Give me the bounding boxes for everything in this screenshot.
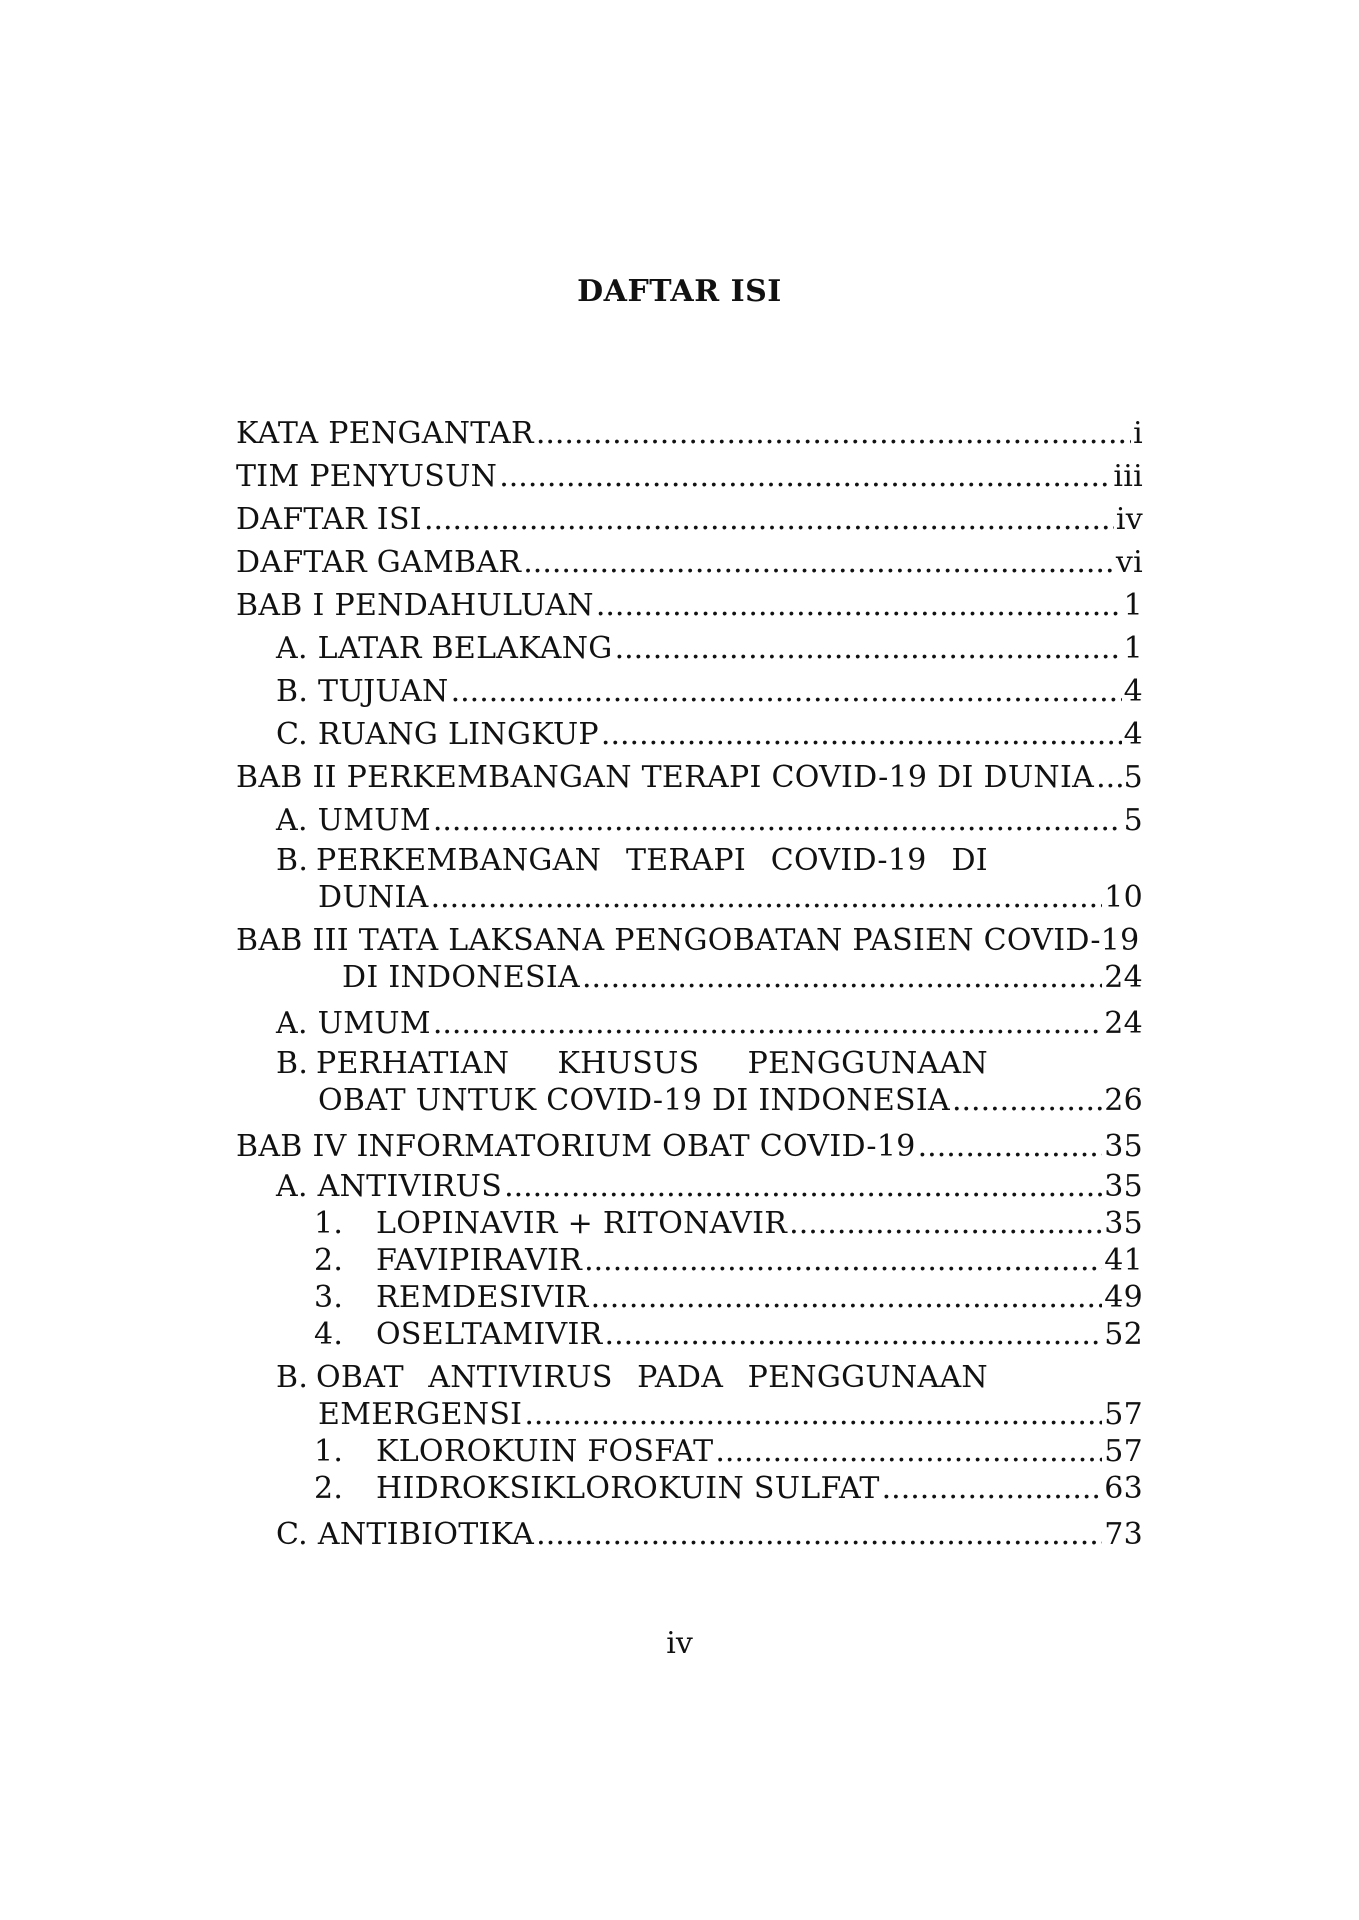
toc-label: BAB II PERKEMBANGAN TERAPI COVID-19 DI DUNIA <box>236 760 1095 795</box>
toc-label: KLOROKUIN FOSFAT <box>376 1434 714 1469</box>
leader-dots <box>789 1205 1102 1242</box>
toc-word: PADA <box>637 1360 724 1395</box>
toc-label: A. ANTIVIRUS <box>276 1169 503 1204</box>
toc-label: HIDROKSIKLOROKUIN SULFAT <box>376 1471 880 1506</box>
toc-entry-bab-2[interactable] <box>236 756 1143 799</box>
leader-dots <box>524 1396 1102 1433</box>
toc-page: 5 <box>1123 760 1143 795</box>
toc-label: BAB III TATA LAKSANA PENGOBATAN PASIEN COVID-19 <box>236 923 1140 958</box>
page-number: iv <box>666 1626 693 1661</box>
toc-entry-bab-4[interactable] <box>236 1125 1143 1168</box>
toc-entry-favipiravir[interactable] <box>236 1242 1143 1279</box>
toc-entry-umum-2[interactable] <box>236 1002 1143 1045</box>
leader-dots <box>1096 756 1122 799</box>
toc-page: iii <box>1113 459 1143 494</box>
toc-number: 1. <box>314 1434 344 1469</box>
toc-entry-hidroksiklorokuin-sulfat[interactable] <box>236 1470 1143 1507</box>
toc-entry-antibiotika[interactable] <box>236 1513 1143 1556</box>
toc-page: 35 <box>1104 1206 1143 1241</box>
toc-label: A. LATAR BELAKANG <box>276 631 613 666</box>
toc-prefix: B. <box>276 1046 309 1081</box>
toc-page: 5 <box>1123 803 1143 838</box>
toc-page: 49 <box>1104 1280 1143 1315</box>
toc-page: 35 <box>1104 1169 1143 1204</box>
toc-page: 10 <box>1104 880 1143 915</box>
toc-page: 1 <box>1123 631 1143 666</box>
toc-entry-ruang-lingkup[interactable] <box>236 713 1143 756</box>
toc-label: C. RUANG LINGKUP <box>276 717 599 752</box>
table-of-contents <box>236 412 1143 1556</box>
leader-dots <box>952 1082 1102 1119</box>
toc-page: 52 <box>1104 1317 1143 1352</box>
leader-dots <box>918 1125 1103 1168</box>
toc-label: OSELTAMIVIR <box>376 1317 603 1352</box>
toc-entry-bab-1[interactable] <box>236 584 1143 627</box>
toc-page: 26 <box>1104 1083 1143 1118</box>
toc-word: PERHATIAN <box>316 1046 510 1081</box>
page-title: DAFTAR ISI <box>577 274 782 309</box>
leader-dots <box>536 1513 1102 1556</box>
toc-entry-latar-belakang[interactable] <box>236 627 1143 670</box>
toc-page: vi <box>1115 545 1143 580</box>
toc-entry-oseltamivir[interactable] <box>236 1316 1143 1353</box>
toc-entry-perkembangan-terapi-cont[interactable] <box>236 879 1143 916</box>
toc-entry-antivirus[interactable] <box>236 1168 1143 1205</box>
toc-entry-bab-3[interactable] <box>236 922 1143 959</box>
toc-page: 4 <box>1123 717 1143 752</box>
toc-number: 3. <box>314 1280 344 1315</box>
toc-entry-perkembangan-terapi[interactable] <box>236 842 1143 879</box>
toc-entry-perhatian-khusus-cont[interactable] <box>236 1082 1143 1119</box>
toc-label: REMDESIVIR <box>376 1280 589 1315</box>
leader-dots <box>601 713 1122 756</box>
toc-label-line1 <box>316 1045 988 1082</box>
leader-dots <box>499 455 1111 498</box>
toc-entry-bab-3-cont[interactable] <box>236 959 1143 996</box>
leader-dots <box>882 1470 1103 1507</box>
toc-label: FAVIPIRAVIR <box>376 1243 583 1278</box>
toc-page: 57 <box>1104 1434 1143 1469</box>
leader-dots <box>451 670 1122 713</box>
toc-number: 4. <box>314 1317 344 1352</box>
toc-page: 63 <box>1104 1471 1143 1506</box>
toc-label: B. TUJUAN <box>276 674 449 709</box>
toc-word: TERAPI <box>625 843 746 878</box>
toc-label: DUNIA <box>318 880 429 915</box>
toc-label: LOPINAVIR + RITONAVIR <box>376 1206 788 1241</box>
toc-entry-daftar-isi[interactable] <box>236 498 1143 541</box>
leader-dots <box>431 879 1103 916</box>
toc-page: iv <box>1115 502 1143 537</box>
toc-prefix: B. <box>276 1360 309 1395</box>
toc-page: 4 <box>1123 674 1143 709</box>
toc-page: 57 <box>1104 1397 1143 1432</box>
toc-entry-remdesivir[interactable] <box>236 1279 1143 1316</box>
toc-word: COVID-19 <box>770 843 927 878</box>
toc-label-line1 <box>316 1359 988 1396</box>
toc-label: DI INDONESIA <box>342 960 581 995</box>
toc-word: PENGGUNAAN <box>747 1360 988 1395</box>
toc-word: PERKEMBANGAN <box>316 843 602 878</box>
toc-label: C. ANTIBIOTIKA <box>276 1517 535 1552</box>
leader-dots <box>433 1002 1102 1045</box>
leader-dots <box>615 627 1122 670</box>
toc-label: DAFTAR ISI <box>236 502 422 537</box>
toc-number: 2. <box>314 1471 344 1506</box>
leader-dots <box>605 1316 1103 1353</box>
toc-number: 1. <box>314 1206 344 1241</box>
leader-dots <box>424 498 1114 541</box>
toc-entry-perhatian-khusus[interactable] <box>236 1045 1143 1082</box>
toc-entry-tim-penyusun[interactable] <box>236 455 1143 498</box>
leader-dots <box>504 1168 1102 1205</box>
leader-dots <box>433 799 1122 842</box>
toc-page: 24 <box>1104 960 1143 995</box>
leader-dots <box>582 959 1102 996</box>
toc-entry-klorokuin-fosfat[interactable] <box>236 1433 1143 1470</box>
leader-dots <box>584 1242 1102 1279</box>
toc-entry-obat-antivirus-emergensi[interactable] <box>236 1359 1143 1396</box>
leader-dots <box>536 412 1131 455</box>
toc-label: EMERGENSI <box>318 1397 523 1432</box>
toc-page: 24 <box>1104 1006 1143 1041</box>
leader-dots <box>591 1279 1103 1316</box>
toc-page: i <box>1133 416 1143 451</box>
toc-label: TIM PENYUSUN <box>236 459 498 494</box>
toc-entry-tujuan[interactable] <box>236 670 1143 713</box>
toc-word: DI <box>951 843 988 878</box>
toc-label: BAB IV INFORMATORIUM OBAT COVID-19 <box>236 1129 916 1164</box>
toc-page: 73 <box>1104 1517 1143 1552</box>
toc-prefix: B. <box>276 843 309 878</box>
toc-label: KATA PENGANTAR <box>236 416 534 451</box>
toc-label: BAB I PENDAHULUAN <box>236 588 594 623</box>
toc-entry-kata-pengantar[interactable] <box>236 412 1143 455</box>
toc-entry-daftar-gambar[interactable] <box>236 541 1143 584</box>
toc-label: A. UMUM <box>276 803 431 838</box>
leader-dots <box>715 1433 1102 1470</box>
toc-word: OBAT <box>316 1360 404 1395</box>
toc-word: PENGGUNAAN <box>747 1046 988 1081</box>
toc-word: KHUSUS <box>557 1046 700 1081</box>
toc-label: A. UMUM <box>276 1006 431 1041</box>
leader-dots <box>523 541 1114 584</box>
leader-dots <box>596 584 1122 627</box>
toc-page: 41 <box>1104 1243 1143 1278</box>
toc-label: OBAT UNTUK COVID-19 DI INDONESIA <box>318 1083 950 1118</box>
toc-page: 35 <box>1104 1129 1143 1164</box>
toc-entry-obat-antivirus-emergensi-cont[interactable] <box>236 1396 1143 1433</box>
toc-label-line1 <box>316 842 988 879</box>
toc-label: DAFTAR GAMBAR <box>236 545 522 580</box>
toc-number: 2. <box>314 1243 344 1278</box>
toc-page: 1 <box>1123 588 1143 623</box>
toc-word: ANTIVIRUS <box>428 1360 613 1395</box>
toc-entry-umum[interactable] <box>236 799 1143 842</box>
toc-entry-lopinavir[interactable] <box>236 1205 1143 1242</box>
